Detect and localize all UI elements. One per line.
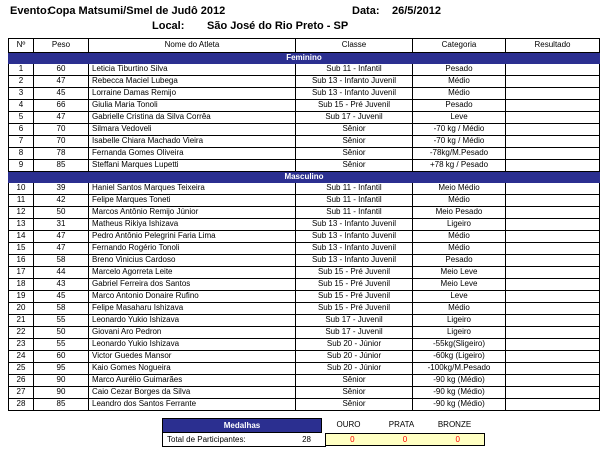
column-header-peso: Peso xyxy=(34,39,89,53)
table-row xyxy=(9,243,600,255)
resultado-cell xyxy=(506,112,600,124)
medal-column-prata: PRATA xyxy=(388,420,415,429)
section-header-masculino xyxy=(9,172,600,183)
nome-cell: Leandro dos Santos Ferrante xyxy=(89,399,296,411)
row-number-cell: 27 xyxy=(9,387,34,399)
peso-cell: 45 xyxy=(34,88,89,100)
classe-cell: Sub 15 - Pré Juvenil xyxy=(296,303,413,315)
row-number-cell: 9 xyxy=(9,160,34,172)
medal-count-ouro: 0 xyxy=(350,435,355,444)
peso-cell: 47 xyxy=(34,231,89,243)
classe-cell: Sub 11 - Infantil xyxy=(296,183,413,195)
table-row xyxy=(9,124,600,136)
section-label: Feminino xyxy=(9,53,600,64)
medal-column-bronze: BRONZE xyxy=(437,420,472,429)
row-number-cell: 20 xyxy=(9,303,34,315)
row-number-cell: 11 xyxy=(9,195,34,207)
peso-cell: 42 xyxy=(34,195,89,207)
table-row xyxy=(9,76,600,88)
medals-summary xyxy=(162,418,608,447)
resultado-cell xyxy=(506,279,600,291)
column-header-numero: Nº xyxy=(9,39,34,53)
classe-cell: Sub 20 - Júnior xyxy=(296,351,413,363)
table-row xyxy=(9,363,600,375)
categoria-cell: Meio Leve xyxy=(413,279,506,291)
classe-cell: Sub 17 - Juvenil xyxy=(296,112,413,124)
classe-cell: Sub 11 - Infantil xyxy=(296,64,413,76)
table-row xyxy=(9,351,600,363)
table-row xyxy=(9,195,600,207)
peso-cell: 55 xyxy=(34,339,89,351)
categoria-cell: Médio xyxy=(413,195,506,207)
peso-cell: 60 xyxy=(34,64,89,76)
peso-cell: 50 xyxy=(34,207,89,219)
categoria-cell: -90 kg (Médio) xyxy=(413,399,506,411)
categoria-cell: Ligeiro xyxy=(413,315,506,327)
peso-cell: 47 xyxy=(34,112,89,124)
row-number-cell: 14 xyxy=(9,231,34,243)
classe-cell: Sub 13 - Infanto Juvenil xyxy=(296,231,413,243)
row-number-cell: 19 xyxy=(9,291,34,303)
data-label: Data: xyxy=(352,5,380,17)
classe-cell: Sênior xyxy=(296,136,413,148)
nome-cell: Breno Vinicius Cardoso xyxy=(89,255,296,267)
peso-cell: 60 xyxy=(34,351,89,363)
table-row xyxy=(9,136,600,148)
classe-cell: Sênior xyxy=(296,148,413,160)
peso-cell: 90 xyxy=(34,387,89,399)
table-row xyxy=(9,315,600,327)
peso-cell: 66 xyxy=(34,100,89,112)
categoria-cell: Meio Leve xyxy=(413,267,506,279)
row-number-cell: 22 xyxy=(9,327,34,339)
nome-cell: Felipe Marques Toneti xyxy=(89,195,296,207)
peso-cell: 45 xyxy=(34,291,89,303)
categoria-cell: Pesado xyxy=(413,64,506,76)
peso-cell: 39 xyxy=(34,183,89,195)
section-label: Masculino xyxy=(9,172,600,183)
row-number-cell: 15 xyxy=(9,243,34,255)
classe-cell: Sub 17 - Juvenil xyxy=(296,315,413,327)
categoria-cell: +78 kg / Pesado xyxy=(413,160,506,172)
nome-cell: Haniel Santos Marques Teixeira xyxy=(89,183,296,195)
medal-count-bronze: 0 xyxy=(455,435,460,444)
nome-cell: Felipe Masaharu Ishizava xyxy=(89,303,296,315)
nome-cell: Isabelle Chiara Machado Vieira xyxy=(89,136,296,148)
resultado-cell xyxy=(506,375,600,387)
classe-cell: Sênior xyxy=(296,160,413,172)
nome-cell: Marcos Antônio Remijo Júnior xyxy=(89,207,296,219)
medals-header-row xyxy=(162,418,608,433)
categoria-cell: Pesado xyxy=(413,100,506,112)
row-number-cell: 21 xyxy=(9,315,34,327)
categoria-cell: Ligeiro xyxy=(413,219,506,231)
categoria-cell: Ligeiro xyxy=(413,327,506,339)
medalhas-title: Medalhas xyxy=(162,418,322,433)
categoria-cell: -90 kg (Médio) xyxy=(413,375,506,387)
nome-cell: Victor Guedes Mansor xyxy=(89,351,296,363)
resultado-cell xyxy=(506,291,600,303)
peso-cell: 95 xyxy=(34,363,89,375)
classe-cell: Sub 17 - Juvenil xyxy=(296,327,413,339)
total-participants-box xyxy=(162,433,326,447)
nome-cell: Leticia Tiburtino Silva xyxy=(89,64,296,76)
classe-cell: Sênior xyxy=(296,399,413,411)
resultado-cell xyxy=(506,88,600,100)
resultado-cell xyxy=(506,160,600,172)
categoria-cell: Leve xyxy=(413,112,506,124)
peso-cell: 47 xyxy=(34,243,89,255)
table-row xyxy=(9,160,600,172)
classe-cell: Sub 15 - Pré Juvenil xyxy=(296,291,413,303)
table-row xyxy=(9,112,600,124)
data-value: 26/5/2012 xyxy=(392,5,441,17)
section-header-feminino xyxy=(9,53,600,64)
table-row xyxy=(9,375,600,387)
resultado-cell xyxy=(506,255,600,267)
row-number-cell: 2 xyxy=(9,76,34,88)
nome-cell: Marcelo Agorreta Leite xyxy=(89,267,296,279)
row-number-cell: 18 xyxy=(9,279,34,291)
nome-cell: Leonardo Yukio Ishizava xyxy=(89,315,296,327)
total-participants-label: Total de Participantes: xyxy=(167,435,246,444)
nome-cell: Rebecca Maciel Lubega xyxy=(89,76,296,88)
resultado-cell xyxy=(506,231,600,243)
row-number-cell: 5 xyxy=(9,112,34,124)
resultado-cell xyxy=(506,124,600,136)
roster-table xyxy=(8,38,600,411)
column-header-nome: Nome do Atleta xyxy=(89,39,296,53)
classe-cell: Sênior xyxy=(296,375,413,387)
resultado-cell xyxy=(506,195,600,207)
nome-cell: Giulia Maria Tonoli xyxy=(89,100,296,112)
resultado-cell xyxy=(506,303,600,315)
categoria-cell: Médio xyxy=(413,76,506,88)
row-number-cell: 7 xyxy=(9,136,34,148)
nome-cell: Leonardo Yukio Ishizava xyxy=(89,339,296,351)
classe-cell: Sub 13 - Infanto Juvenil xyxy=(296,219,413,231)
row-number-cell: 24 xyxy=(9,351,34,363)
table-row xyxy=(9,387,600,399)
classe-cell: Sub 20 - Júnior xyxy=(296,339,413,351)
resultado-cell xyxy=(506,100,600,112)
row-number-cell: 4 xyxy=(9,100,34,112)
nome-cell: Fernando Rogério Tonoli xyxy=(89,243,296,255)
categoria-cell: Pesado xyxy=(413,255,506,267)
row-number-cell: 17 xyxy=(9,267,34,279)
table-row xyxy=(9,231,600,243)
classe-cell: Sub 15 - Pré Juvenil xyxy=(296,279,413,291)
peso-cell: 90 xyxy=(34,375,89,387)
row-number-cell: 25 xyxy=(9,363,34,375)
document-header xyxy=(0,0,608,36)
evento-value: Copa Matsumi/Smel de Judô 2012 xyxy=(48,5,226,17)
roster-table-body xyxy=(9,53,600,411)
classe-cell: Sub 13 - Infanto Juvenil xyxy=(296,88,413,100)
row-number-cell: 23 xyxy=(9,339,34,351)
categoria-cell: -70 kg / Médio xyxy=(413,124,506,136)
table-row xyxy=(9,303,600,315)
medals-values-row xyxy=(162,433,608,447)
categoria-cell: Meio Pesado xyxy=(413,207,506,219)
resultado-cell xyxy=(506,64,600,76)
row-number-cell: 8 xyxy=(9,148,34,160)
table-row xyxy=(9,255,600,267)
row-number-cell: 26 xyxy=(9,375,34,387)
nome-cell: Giovani Aro Pedron xyxy=(89,327,296,339)
categoria-cell: -60kg (Ligeiro) xyxy=(413,351,506,363)
table-row xyxy=(9,88,600,100)
categoria-cell: Médio xyxy=(413,88,506,100)
local-value: São José do Rio Preto - SP xyxy=(207,20,349,32)
resultado-cell xyxy=(506,207,600,219)
peso-cell: 55 xyxy=(34,315,89,327)
nome-cell: Silmara Vedoveli xyxy=(89,124,296,136)
row-number-cell: 12 xyxy=(9,207,34,219)
categoria-cell: Médio xyxy=(413,243,506,255)
column-header-resultado: Resultado xyxy=(506,39,600,53)
table-row xyxy=(9,339,600,351)
peso-cell: 44 xyxy=(34,267,89,279)
resultado-cell xyxy=(506,76,600,88)
row-number-cell: 3 xyxy=(9,88,34,100)
medal-column-ouro: OURO xyxy=(336,420,361,429)
resultado-cell xyxy=(506,351,600,363)
peso-cell: 78 xyxy=(34,148,89,160)
resultado-cell xyxy=(506,136,600,148)
categoria-cell: Médio xyxy=(413,303,506,315)
peso-cell: 43 xyxy=(34,279,89,291)
peso-cell: 58 xyxy=(34,303,89,315)
classe-cell: Sub 15 - Pré Juvenil xyxy=(296,267,413,279)
nome-cell: Kaio Gomes Nogueira xyxy=(89,363,296,375)
classe-cell: Sub 13 - Infanto Juvenil xyxy=(296,76,413,88)
nome-cell: Marco Antonio Donaire Rufino xyxy=(89,291,296,303)
column-header-categoria: Categoria xyxy=(413,39,506,53)
peso-cell: 47 xyxy=(34,76,89,88)
table-row xyxy=(9,183,600,195)
peso-cell: 70 xyxy=(34,136,89,148)
medal-count-prata: 0 xyxy=(402,435,408,444)
row-number-cell: 1 xyxy=(9,64,34,76)
categoria-cell: Leve xyxy=(413,291,506,303)
local-label: Local: xyxy=(152,20,185,32)
nome-cell: Pedro Antônio Pelegrini Faria Lima xyxy=(89,231,296,243)
nome-cell: Matheus Rikiya Ishizava xyxy=(89,219,296,231)
categoria-cell: Médio xyxy=(413,231,506,243)
table-row xyxy=(9,399,600,411)
row-number-cell: 10 xyxy=(9,183,34,195)
nome-cell: Gabriel Ferreira dos Santos xyxy=(89,279,296,291)
classe-cell: Sub 13 - Infanto Juvenil xyxy=(296,255,413,267)
peso-cell: 58 xyxy=(34,255,89,267)
nome-cell: Gabrielle Cristina da Silva Corrêa xyxy=(89,112,296,124)
resultado-cell xyxy=(506,267,600,279)
categoria-cell: -100kg/M.Pesado xyxy=(413,363,506,375)
resultado-cell xyxy=(506,219,600,231)
categoria-cell: -70 kg / Médio xyxy=(413,136,506,148)
table-row xyxy=(9,219,600,231)
resultado-cell xyxy=(506,327,600,339)
total-participants-value: 28 xyxy=(302,435,311,444)
categoria-cell: Meio Médio xyxy=(413,183,506,195)
peso-cell: 70 xyxy=(34,124,89,136)
nome-cell: Steffani Marques Lupetti xyxy=(89,160,296,172)
categoria-cell: -90 kg (Médio) xyxy=(413,387,506,399)
table-row xyxy=(9,100,600,112)
nome-cell: Fernanda Gomes Oliveira xyxy=(89,148,296,160)
table-row xyxy=(9,148,600,160)
classe-cell: Sub 15 - Pré Juvenil xyxy=(296,100,413,112)
table-header-row xyxy=(9,39,600,53)
resultado-cell xyxy=(506,148,600,160)
resultado-cell xyxy=(506,387,600,399)
categoria-cell: -55kg(Sligeiro) xyxy=(413,339,506,351)
table-row xyxy=(9,279,600,291)
table-row xyxy=(9,291,600,303)
classe-cell: Sênior xyxy=(296,124,413,136)
classe-cell: Sub 20 - Júnior xyxy=(296,363,413,375)
table-row xyxy=(9,207,600,219)
column-header-classe: Classe xyxy=(296,39,413,53)
table-row xyxy=(9,64,600,76)
peso-cell: 31 xyxy=(34,219,89,231)
table-row xyxy=(9,267,600,279)
resultado-cell xyxy=(506,339,600,351)
resultado-cell xyxy=(506,243,600,255)
row-number-cell: 13 xyxy=(9,219,34,231)
nome-cell: Caio Cezar Borges da Silva xyxy=(89,387,296,399)
resultado-cell xyxy=(506,183,600,195)
nome-cell: Marco Aurélio Guimarães xyxy=(89,375,296,387)
row-number-cell: 16 xyxy=(9,255,34,267)
peso-cell: 85 xyxy=(34,160,89,172)
row-number-cell: 6 xyxy=(9,124,34,136)
table-row xyxy=(9,327,600,339)
categoria-cell: -78kg/M.Pesado xyxy=(413,148,506,160)
resultado-cell xyxy=(506,363,600,375)
evento-label: Evento: xyxy=(10,5,51,17)
medal-values-strip xyxy=(326,433,485,446)
peso-cell: 85 xyxy=(34,399,89,411)
resultado-cell xyxy=(506,315,600,327)
classe-cell: Sub 11 - Infantil xyxy=(296,207,413,219)
classe-cell: Sênior xyxy=(296,387,413,399)
row-number-cell: 28 xyxy=(9,399,34,411)
classe-cell: Sub 11 - Infantil xyxy=(296,195,413,207)
peso-cell: 50 xyxy=(34,327,89,339)
nome-cell: Lorraine Damas Remijo xyxy=(89,88,296,100)
resultado-cell xyxy=(506,399,600,411)
classe-cell: Sub 13 - Infanto Juvenil xyxy=(296,243,413,255)
